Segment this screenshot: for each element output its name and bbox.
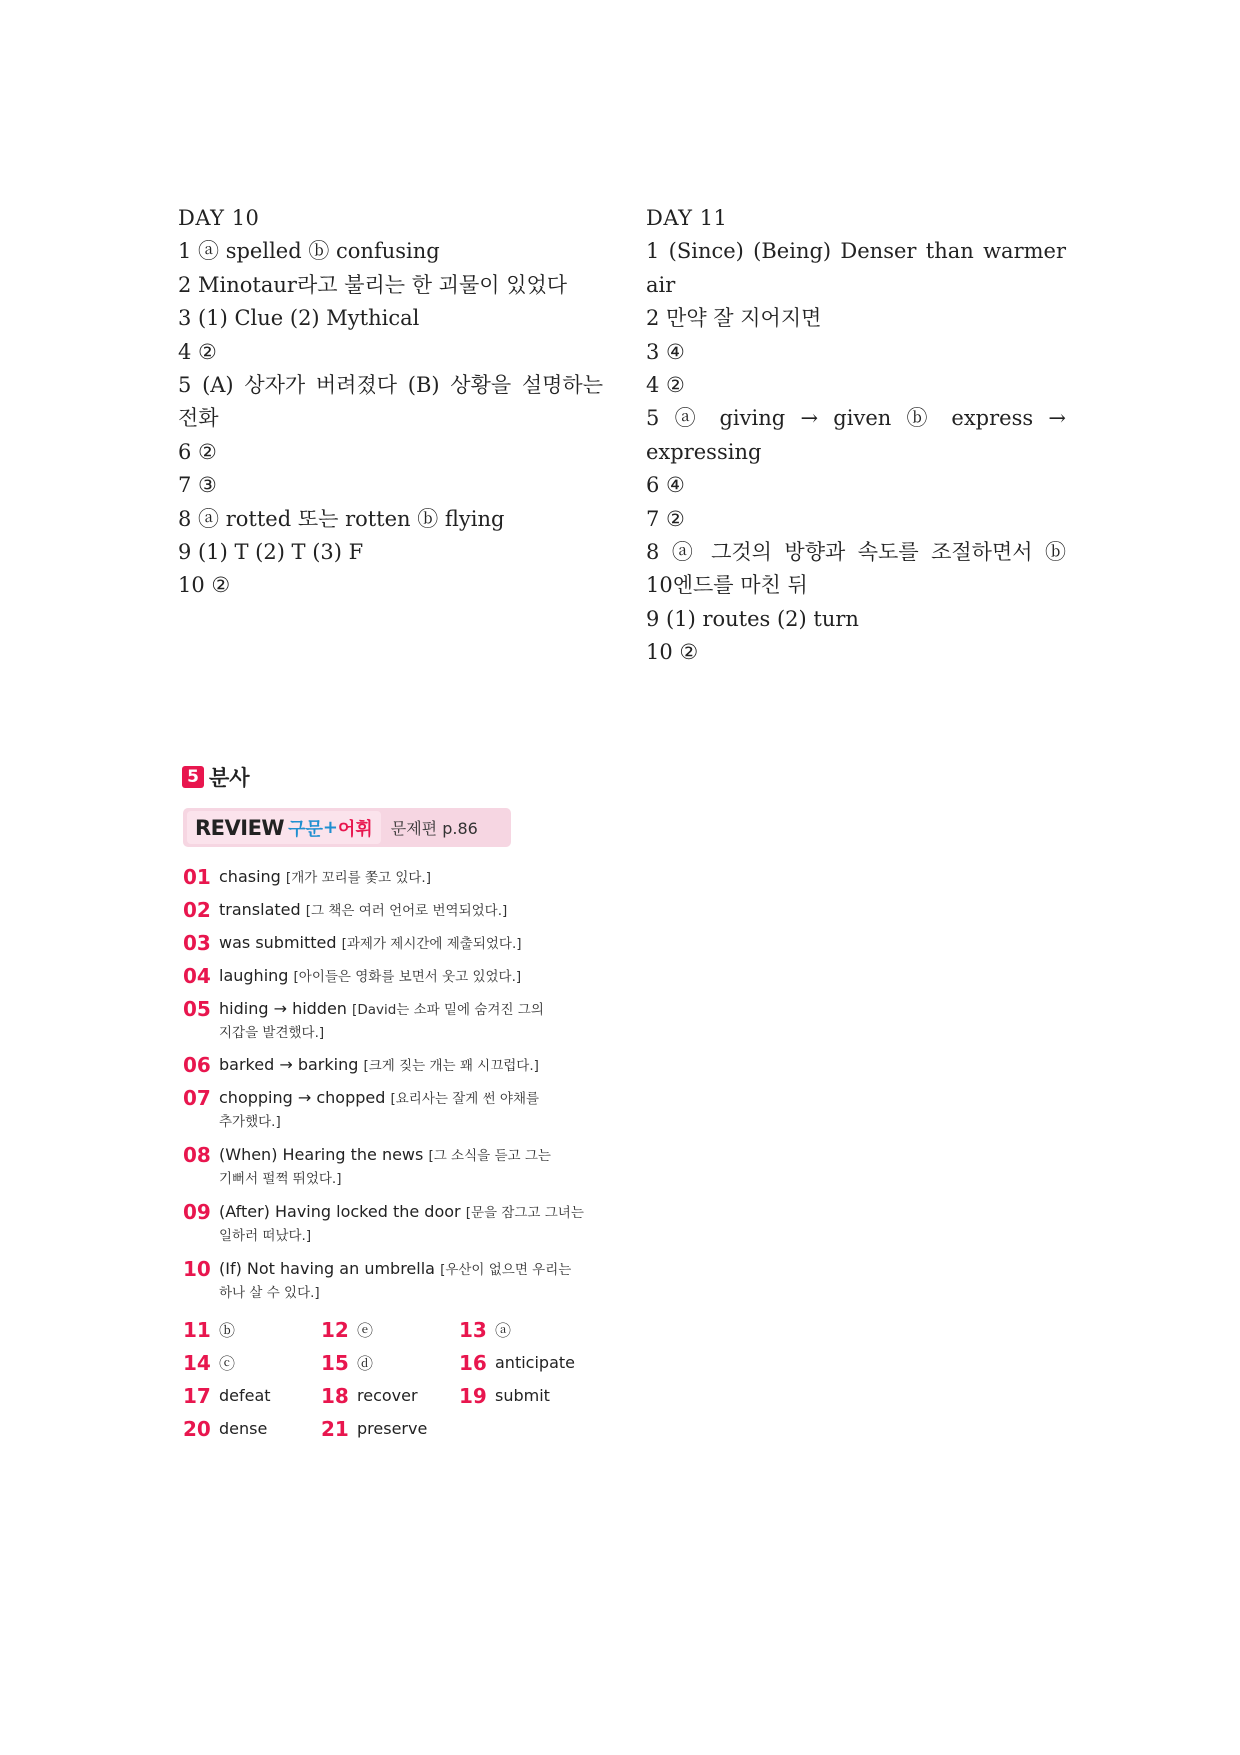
item-translation-cont: 기뻐서 펄쩍 뛰었다.] [219, 1171, 342, 1187]
item-number: 06 [183, 1053, 211, 1077]
day11-answer-5: 5 ⓐ giving → given ⓑ express → [646, 406, 1066, 431]
review-page-ref: 문제편 p.86 [390, 819, 478, 838]
item-translation-cont: 하나 살 수 있다.] [219, 1285, 320, 1301]
item-translation: [개가 꼬리를 쫓고 있다.] [285, 870, 431, 886]
review-plus: + [322, 817, 338, 838]
item-answer: dense [219, 1419, 268, 1438]
list-item [183, 1258, 603, 1315]
item-answer: hiding → hidden [219, 999, 347, 1018]
day11-answer-1: 1 (Since) (Being) Denser than warmer [646, 239, 1066, 264]
item-translation: [David는 소파 밑에 숨겨진 그의 [352, 1002, 544, 1018]
item-answer: chasing [219, 867, 281, 886]
grid-row [183, 1346, 597, 1379]
item-number: 02 [183, 898, 211, 922]
day11-answer-6: 6 ④ [646, 473, 685, 498]
item-answer: translated [219, 900, 301, 919]
item-translation-cont: 추가했다.] [219, 1114, 281, 1130]
review-answer-list [183, 866, 603, 1315]
item-translation: [아이들은 영화를 보면서 웃고 있었다.] [293, 969, 522, 985]
item-answer: chopping → chopped [219, 1088, 386, 1107]
list-item [183, 1144, 603, 1201]
day10-answer-4: 4 ② [178, 339, 217, 364]
day11-answer-8-cont: 10엔드를 마친 뒤 [646, 573, 808, 598]
grid-row [183, 1313, 597, 1346]
item-answer: ⓓ [357, 1354, 374, 1373]
list-item [183, 899, 603, 932]
day10-answer-8: 8 ⓐ rotted 또는 rotten ⓑ flying [178, 506, 505, 531]
item-number: 16 [459, 1350, 487, 1375]
item-number: 07 [183, 1086, 211, 1110]
item-answer: was submitted [219, 933, 337, 952]
list-item [183, 866, 603, 899]
item-number: 12 [321, 1317, 349, 1342]
grid-cell [321, 1418, 459, 1440]
item-number: 01 [183, 865, 211, 889]
item-answer: (After) Having locked the door [219, 1202, 461, 1221]
item-translation: [요리사는 잘게 썬 야채를 [390, 1091, 540, 1107]
day11-column [646, 202, 1066, 670]
item-number: 18 [321, 1383, 349, 1408]
item-answer: ⓐ [495, 1321, 512, 1340]
item-number: 20 [183, 1416, 211, 1441]
item-number: 11 [183, 1317, 211, 1342]
item-answer: preserve [357, 1419, 428, 1438]
grid-cell [321, 1385, 459, 1407]
day10-answer-5-cont: 전화 [178, 406, 219, 431]
day11-answer-3: 3 ④ [646, 339, 685, 364]
day10-answer-1: 1 ⓐ spelled ⓑ confusing [178, 239, 440, 264]
item-translation: [우산이 없으면 우리는 [440, 1262, 572, 1278]
grid-cell [183, 1351, 321, 1374]
vocab-answer-grid [183, 1313, 597, 1445]
item-number: 15 [321, 1350, 349, 1375]
item-translation-cont: 일하러 떠났다.] [219, 1228, 312, 1244]
item-answer: barked → barking [219, 1055, 359, 1074]
day11-answer-7: 7 ② [646, 506, 685, 531]
item-answer: ⓔ [357, 1321, 374, 1340]
item-number: 14 [183, 1350, 211, 1375]
day10-title: DAY 10 [178, 206, 260, 230]
section-number-badge: 5 [182, 766, 204, 788]
item-answer: ⓒ [219, 1354, 236, 1373]
day11-answer-8: 8 ⓐ 그것의 방향과 속도를 조절하면서 ⓑ [646, 540, 1066, 565]
item-translation: [그 소식을 듣고 그는 [428, 1148, 551, 1164]
item-number: 03 [183, 931, 211, 955]
list-item [183, 1201, 603, 1258]
item-translation-cont: 지갑을 발견했다.] [219, 1025, 325, 1041]
item-number: 09 [183, 1200, 211, 1224]
day10-answer-2: 2 Minotaur라고 불리는 한 괴물이 있었다 [178, 272, 568, 297]
item-number: 04 [183, 964, 211, 988]
item-number: 13 [459, 1317, 487, 1342]
item-number: 21 [321, 1416, 349, 1441]
section-heading [182, 762, 250, 792]
grid-cell [459, 1385, 597, 1407]
grid-cell [321, 1351, 459, 1374]
grid-cell [459, 1318, 597, 1341]
review-word: REVIEW [195, 815, 285, 840]
grid-cell [321, 1318, 459, 1341]
list-item [183, 998, 603, 1054]
item-translation: [그 책은 여러 언어로 번역되었다.] [305, 903, 508, 919]
day11-answer-1-cont: air [646, 272, 676, 297]
item-number: 05 [183, 997, 211, 1021]
item-number: 17 [183, 1383, 211, 1408]
day11-answer-2: 2 만약 잘 지어지면 [646, 306, 822, 331]
list-item [183, 932, 603, 965]
item-translation: [과제가 제시간에 제출되었다.] [341, 936, 522, 952]
item-answer: laughing [219, 966, 289, 985]
item-number: 08 [183, 1143, 211, 1167]
item-number: 19 [459, 1383, 487, 1408]
grid-row [183, 1412, 597, 1445]
day11-answer-4: 4 ② [646, 373, 685, 398]
review-syntax-label: 구문 [288, 818, 323, 840]
item-translation: [크게 짖는 개는 꽤 시끄럽다.] [363, 1058, 539, 1074]
day11-answer-5-cont: expressing [646, 439, 762, 464]
day11-answer-10: 10 ② [646, 640, 699, 665]
grid-cell [183, 1418, 321, 1440]
item-answer: anticipate [495, 1353, 575, 1372]
item-answer: recover [357, 1386, 418, 1405]
day10-answer-10: 10 ② [178, 573, 231, 598]
day10-answer-7: 7 ③ [178, 473, 217, 498]
review-vocab-label: 어휘 [337, 818, 373, 840]
grid-cell [183, 1318, 321, 1341]
item-answer: (When) Hearing the news [219, 1145, 424, 1164]
day10-answer-9: 9 (1) T (2) T (3) F [178, 540, 364, 565]
list-item [183, 965, 603, 998]
day11-title: DAY 11 [646, 206, 728, 230]
list-item [183, 1087, 603, 1144]
grid-cell [459, 1352, 597, 1374]
item-answer: submit [495, 1386, 550, 1405]
day10-answer-3: 3 (1) Clue (2) Mythical [178, 306, 420, 331]
item-translation: [문을 잠그고 그녀는 [465, 1205, 584, 1221]
item-number: 10 [183, 1257, 211, 1281]
day11-answer-9: 9 (1) routes (2) turn [646, 606, 859, 631]
day10-answer-6: 6 ② [178, 439, 217, 464]
day10-column [178, 202, 603, 603]
grid-cell [183, 1385, 321, 1407]
item-answer: (If) Not having an umbrella [219, 1259, 435, 1278]
item-answer: defeat [219, 1386, 271, 1405]
review-tag [187, 811, 381, 844]
item-answer: ⓑ [219, 1321, 236, 1340]
section-title: 분사 [209, 766, 250, 790]
list-item [183, 1054, 603, 1087]
day10-answer-5: 5 (A) 상자가 버려졌다 (B) 상황을 설명하는 [178, 373, 603, 398]
grid-row [183, 1379, 597, 1412]
review-banner [183, 808, 511, 847]
